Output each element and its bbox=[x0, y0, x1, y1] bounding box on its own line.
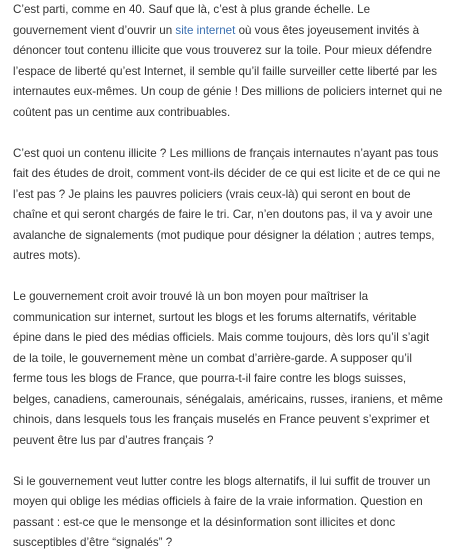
paragraph-2: C’est quoi un contenu illicite ? Les millions de français internautes n’ayant pas tous fait des études de droit, comment vont-ils décider de ce qui est licite et de ce qui ne l’est pas ? Je plains les pauvres policiers (vrais ceux-là) qui seront en bout de chaîne et qui seront chargés de faire le tri. Car, n’en doutons pas, il va y avoir une avalanche de signalements (mot pudique pour désigner la délation ; autres temps, autres mots). bbox=[13, 146, 441, 262]
paragraph-4: Si le gouvernement veut lutter contre les blogs alternatifs, il lui suffit de trouver un moyen qui oblige les médias officiels à faire de la vraie information. Question en passant : est-ce que le mensonge et la désinformation sont illicites et donc susceptibles d’être “signalés” ? bbox=[13, 474, 431, 549]
paragraph-1 bbox=[13, 0, 443, 123]
article-body bbox=[13, 0, 443, 554]
paragraph-1-text-after: où vous êtes joyeusement invités à dénoncer tout contenu illicite que vous trouverez sur la toile. Pour mieux défendre l’espace de liberté qu’est Internet, il semble qu’il faille surveiller cette liberté par les internautes eux-mêmes. Un coup de génie ! Des millions de policiers internet qui ne coûtent pas un centime aux contribuables. bbox=[13, 23, 443, 119]
paragraph-1-text-before: C’est parti, comme en 40. Sauf que là, c’est à plus grande échelle. Le gouvernement vient d’ouvrir un bbox=[13, 3, 371, 37]
paragraph-3: Le gouvernement croit avoir trouvé là un bon moyen pour maîtriser la communication sur internet, surtout les blogs et les forums alternatifs, véritable épine dans le pied des médias officiels. Mais comme toujours, dès lors qu’il s’agit de la toile, le gouvernement mène un combat d’arrière-garde. A supposer qu’il ferme tous les blogs de France, que pourra-t-il faire contre les blogs suisses, belges, canadiens, camerounais, sénégalais, américains, russes, iraniens, et même chinois, dans lesquels tous les français muselés en France peuvent s’exprimer et peuvent être lus par d’autres français ? bbox=[13, 290, 443, 447]
site-internet-link[interactable]: site internet bbox=[175, 23, 236, 37]
